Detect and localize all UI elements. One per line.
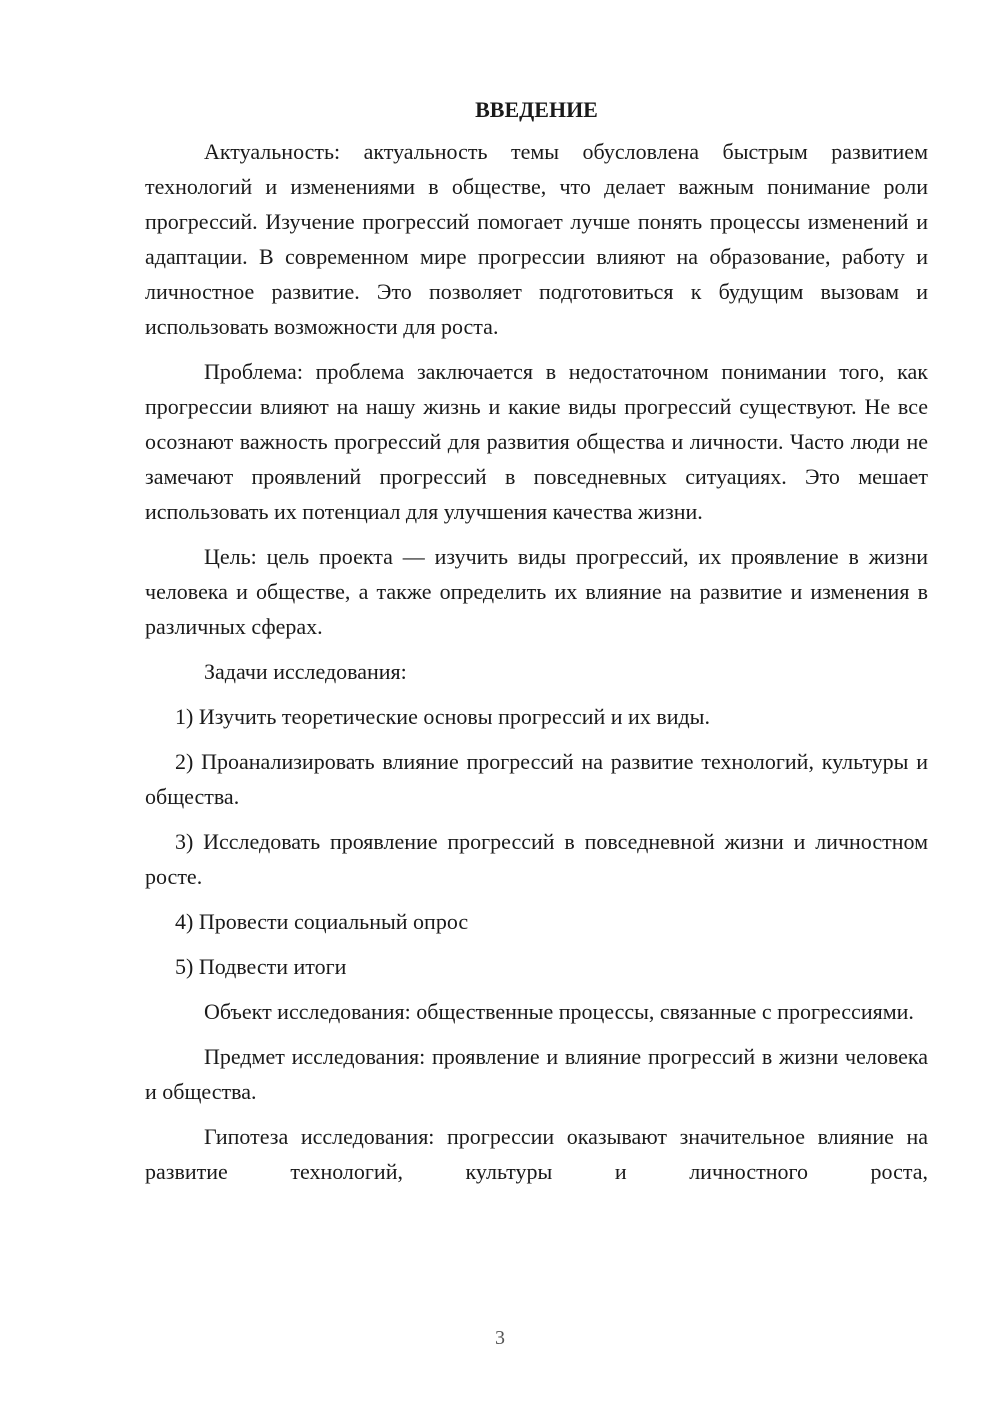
task-item: 4) Провести социальный опрос: [175, 909, 469, 934]
task-item: 2) Проанализировать влияние прогрессий на развитие технологий, культуры и общества.: [145, 749, 928, 809]
page-title: ВВЕДЕНИЕ: [475, 97, 598, 122]
task-item: 3) Исследовать проявление прогрессий в повседневной жизни и личностном росте.: [145, 829, 928, 889]
goal-paragraph: Цель: цель проекта — изучить виды прогрессий, их проявление в жизни человека и обществе, а также определить их влияние на развитие и изменения в различных сферах.: [145, 544, 928, 639]
object-paragraph: Объект исследования: общественные процессы, связанные с прогрессиями.: [204, 999, 914, 1024]
page-content: [145, 93, 928, 1199]
relevance-paragraph: Актуальность: актуальность темы обусловлена быстрым развитием технологий и изменениями в обществе, что делает важным понимание роли прогрессий. Изучение прогрессий помогает лучше понять процессы изменений и адаптации. В современном мире прогрессии влияют на образование, работу и личностное развитие. Это позволяет подготовиться к будущим вызовам и использовать возможности для роста.: [145, 139, 928, 339]
task-item: 1) Изучить теоретические основы прогрессий и их виды.: [175, 704, 710, 729]
tasks-heading: Задачи исследования:: [204, 659, 407, 684]
page-number: 3: [495, 1327, 505, 1349]
subject-paragraph: Предмет исследования: проявление и влияние прогрессий в жизни человека и общества.: [145, 1044, 928, 1104]
problem-paragraph: Проблема: проблема заключается в недостаточном понимании того, как прогрессии влияют на нашу жизнь и какие виды прогрессий существуют. Не все осознают важность прогрессий для развития общества и личности. Часто люди не замечают проявлений прогрессий в повседневных ситуациях. Это мешает использовать их потенциал для улучшения качества жизни.: [145, 359, 928, 524]
hypothesis-paragraph: Гипотеза исследования: прогрессии оказывают значительное влияние на развитие технологий, культуры и личностного роста,: [145, 1124, 928, 1184]
task-item: 5) Подвести итоги: [175, 954, 347, 979]
